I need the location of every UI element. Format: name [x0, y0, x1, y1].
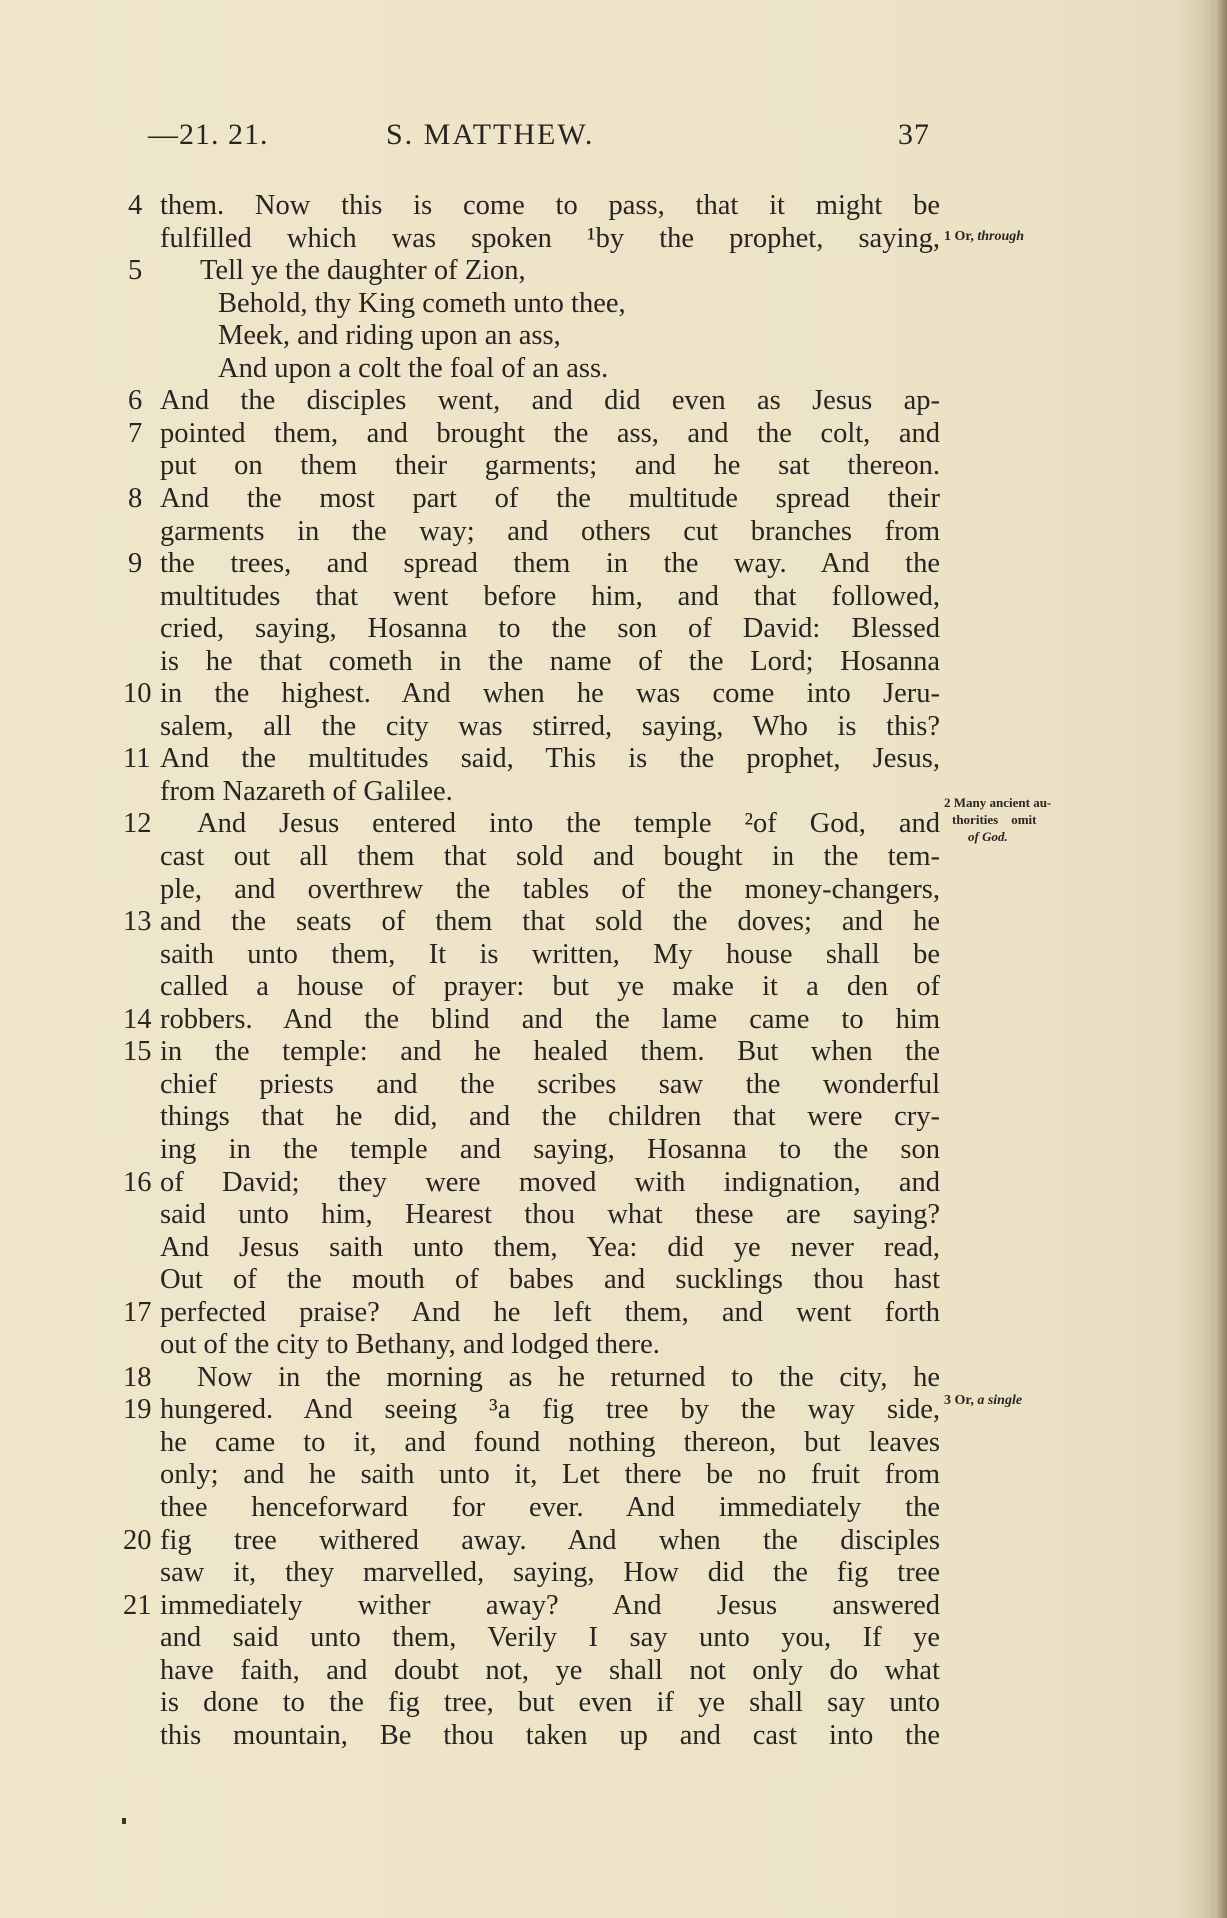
verse-text: saith unto them, It is written, My house shall be — [160, 939, 940, 970]
verse-text: is he that cometh in the name of the Lord; Hosanna — [160, 646, 940, 677]
verse-number: 20 — [123, 1525, 152, 1556]
book-title: S. MATTHEW. — [386, 118, 595, 151]
verse-text: and the seats of them that sold the doves; and he — [160, 906, 940, 937]
margin-note-1: 1 Or, through — [944, 229, 1025, 244]
verse-number: 19 — [123, 1394, 152, 1425]
verse-number: 18 — [123, 1362, 152, 1393]
page-number: 37 — [898, 118, 930, 151]
verse-text: Now in the morning as he returned to the city, he — [197, 1362, 940, 1393]
verse-text: called a house of prayer: but ye make it a den of — [160, 971, 940, 1002]
verse-number: 7 — [128, 418, 143, 449]
verse-text: have faith, and doubt not, ye shall not only do what — [160, 1655, 940, 1686]
verse-text: the trees, and spread them in the way. And the — [160, 548, 940, 579]
verse-text: And Jesus entered into the temple ²of God, and — [197, 808, 940, 839]
running-head — [148, 118, 938, 158]
verse-text: is done to the fig tree, but even if ye shall say unto — [160, 1687, 940, 1718]
verse-number: 11 — [123, 743, 151, 774]
verse-number: 8 — [128, 483, 143, 514]
verse-text: only; and he saith unto it, Let there be no fruit from — [160, 1459, 940, 1490]
page-edge — [1215, 0, 1227, 1918]
verse-text: And the disciples went, and did even as Jesus ap- — [160, 385, 940, 416]
verse-text: pointed them, and brought the ass, and the colt, and — [160, 418, 940, 449]
verse-text: chief priests and the scribes saw the wonderful — [160, 1069, 940, 1100]
verse-text: Meek, and riding upon an ass, — [218, 320, 561, 351]
verse-text: And the multitudes said, This is the prophet, Jesus, — [160, 743, 940, 774]
verse-number: 10 — [123, 678, 152, 709]
verse-text: and said unto them, Verily I say unto you, If ye — [160, 1622, 940, 1653]
verse-text: fig tree withered away. And when the disciples — [160, 1525, 940, 1556]
verse-text: garments in the way; and others cut branches from — [160, 516, 940, 547]
verse-text: said unto him, Hearest thou what these are saying? — [160, 1199, 940, 1230]
print-mark — [122, 1818, 126, 1824]
verse-text: saw it, they marvelled, saying, How did the fig tree — [160, 1557, 940, 1588]
verse-number: 21 — [123, 1590, 152, 1621]
verse-text: in the highest. And when he was come into Jeru- — [160, 678, 940, 709]
verse-text: immediately wither away? And Jesus answered — [160, 1590, 940, 1621]
verse-text: in the temple: and he healed them. But when the — [160, 1036, 940, 1067]
verse-number: 4 — [128, 190, 143, 221]
margin-note-3: 3 Or, a single — [944, 1393, 1023, 1408]
verse-number: 5 — [128, 255, 143, 286]
verse-text: them. Now this is come to pass, that it might be — [160, 190, 940, 221]
verse-text: hungered. And seeing ³a fig tree by the way side, — [160, 1394, 940, 1425]
verse-text: robbers. And the blind and the lame came to him — [160, 1004, 940, 1035]
verse-text: this mountain, Be thou taken up and cast into the — [160, 1720, 940, 1751]
verse-text: ing in the temple and saying, Hosanna to the son — [160, 1134, 940, 1165]
verse-text: out of the city to Bethany, and lodged there. — [160, 1329, 660, 1360]
verse-text: perfected praise? And he left them, and went forth — [160, 1297, 940, 1328]
verse-text: cast out all them that sold and bought in the tem- — [160, 841, 940, 872]
verse-text: thee henceforward for ever. And immediately the — [160, 1492, 940, 1523]
verse-text: from Nazareth of Galilee. — [160, 776, 453, 807]
verse-text: Out of the mouth of babes and sucklings thou hast — [160, 1264, 940, 1295]
verse-text: cried, saying, Hosanna to the son of David: Blessed — [160, 613, 940, 644]
chapter-verse-range: —21. 21. — [148, 118, 269, 151]
verse-text: salem, all the city was stirred, saying, Who is this? — [160, 711, 940, 742]
verse-text: he came to it, and found nothing thereon, but leaves — [160, 1427, 940, 1458]
verse-text: Tell ye the daughter of Zion, — [200, 255, 526, 286]
verse-text: multitudes that went before him, and that followed, — [160, 581, 940, 612]
verse-text: And the most part of the multitude spread their — [160, 483, 940, 514]
verse-number: 6 — [128, 385, 143, 416]
verse-number: 13 — [123, 906, 152, 937]
verse-text: things that he did, and the children that were cry- — [160, 1101, 940, 1132]
verse-text: And Jesus saith unto them, Yea: did ye never read, — [160, 1232, 940, 1263]
verse-number: 14 — [123, 1004, 152, 1035]
verse-text: And upon a colt the foal of an ass. — [218, 353, 609, 384]
verse-number: 15 — [123, 1036, 152, 1067]
verse-number: 17 — [123, 1297, 152, 1328]
verse-text: Behold, thy King cometh unto thee, — [218, 288, 626, 319]
verse-text: fulfilled which was spoken ¹by the prophet, saying, — [160, 223, 940, 254]
verse-number: 12 — [123, 808, 152, 839]
verse-text: of David; they were moved with indignation, and — [160, 1167, 940, 1198]
margin-note-2: 2 Many ancient au- thorities omit of God. — [944, 795, 1052, 844]
verse-number: 9 — [128, 548, 143, 579]
verse-number: 16 — [123, 1167, 152, 1198]
verse-text: ple, and overthrew the tables of the money-changers, — [160, 874, 940, 905]
verse-text: put on them their garments; and he sat thereon. — [160, 450, 940, 481]
